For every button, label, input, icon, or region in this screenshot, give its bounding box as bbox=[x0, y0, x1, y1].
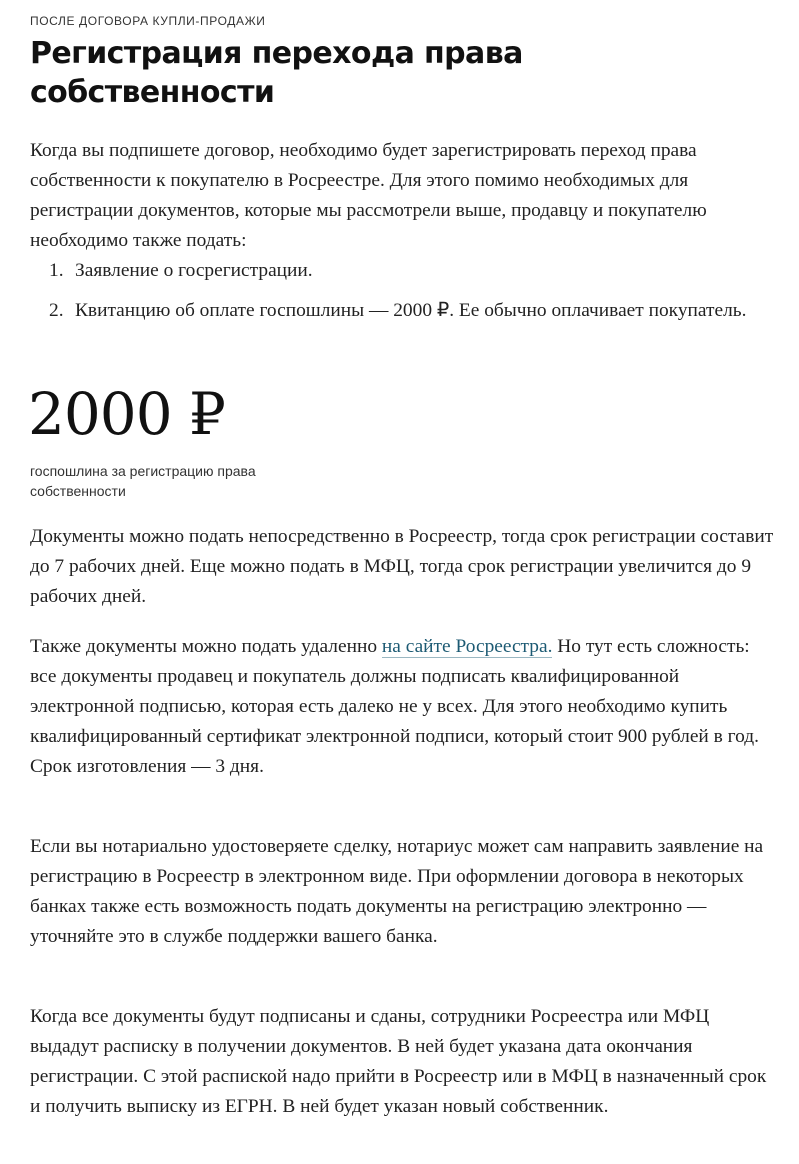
list-item-text: Заявление о госрегистрации. bbox=[75, 260, 313, 281]
steps-list bbox=[30, 256, 775, 326]
remote-submission-paragraph bbox=[30, 632, 775, 782]
list-item-number: 1. bbox=[49, 260, 64, 281]
list-item-number: 2. bbox=[49, 300, 64, 321]
rosreestr-site-link[interactable]: на сайте Росреестра. bbox=[381, 636, 553, 657]
fee-highlight-value: 2000 ₽ bbox=[28, 380, 225, 448]
receipt-paragraph: Когда все документы будут подписаны и сданы, сотрудники Росреестра или МФЦ выдадут расписку в получении документов. В ней будет указана дата окончания регистрации. С этой распиской надо прийти в Росреестр или в МФЦ в назначенный срок и получить выписку из ЕГРН. В ней будет указан новый собственник. bbox=[30, 1006, 767, 1117]
list-item-text: Квитанцию об оплате госпошлины — 2000 ₽. Ее обычно оплачивает покупатель. bbox=[75, 300, 747, 321]
notary-paragraph: Если вы нотариально удостоверяете сделку, нотариус может сам направить заявление на регистрацию в Росреестр в электронном виде. При оформлении договора в некоторых банках также есть возможность подать документы на регистрацию электронно — уточняйте это в службе поддержки вашего банка. bbox=[30, 836, 764, 947]
article-title: Регистрация перехода права собственности bbox=[30, 36, 523, 110]
list-item bbox=[30, 296, 775, 326]
remote-text-before: Также документы можно подать удаленно bbox=[30, 636, 382, 657]
remote-text-after: Но тут есть сложность: все документы продавец и покупатель должны подписать квалифицированной электронной подписью, которая есть далеко не у всех. Для этого необходимо купить квалифицированный сертификат электронной подписи, который стоит 900 рублей в год. Срок изготовления — 3 дня. bbox=[30, 636, 759, 777]
fee-highlight-caption: госпошлина за регистрацию права собственности bbox=[30, 463, 256, 499]
section-kicker: ПОСЛЕ ДОГОВОРА КУПЛИ-ПРОДАЖИ bbox=[30, 14, 266, 28]
list-item bbox=[30, 256, 775, 286]
submission-paragraph: Документы можно подать непосредственно в Росреестр, тогда срок регистрации составит до 7 рабочих дней. Еще можно подать в МФЦ, тогда срок регистрации увеличится до 9 рабочих дней. bbox=[30, 526, 774, 607]
intro-paragraph: Когда вы подпишете договор, необходимо будет зарегистрировать переход права собственности к покупателю в Росреестре. Для этого помимо необходимых для регистрации документов, которые мы рассмотрели выше, продавцу и покупателю необходимо также подать: bbox=[30, 140, 707, 251]
